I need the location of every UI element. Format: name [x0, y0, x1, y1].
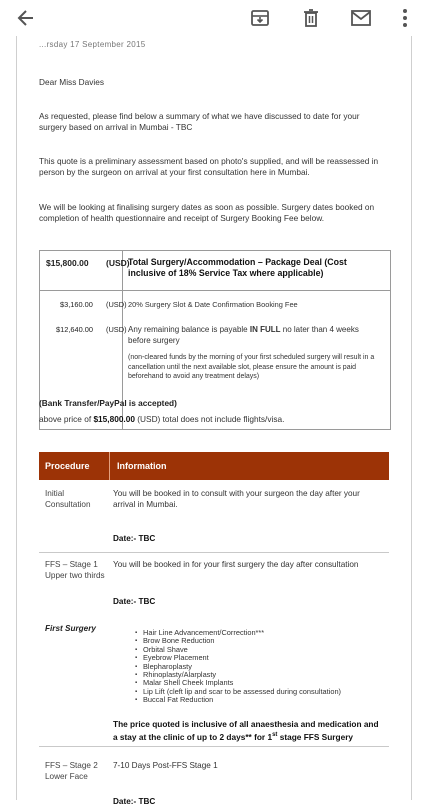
- note-suffix: stage FFS Surgery: [277, 731, 354, 742]
- booking-paragraph: We will be looking at finalising surgery dates as soon as possible. Surgery dates booked on completion of health questionnaire and receipt of Surgery Booking Fee below.: [39, 202, 375, 223]
- list-item: ▪ Buccal Fat Reduction: [135, 696, 341, 704]
- total-currency: (USD): [106, 258, 130, 268]
- trash-icon[interactable]: [299, 6, 323, 30]
- list-item: ▪ Orbital Shave: [135, 646, 341, 654]
- balance-description: [128, 325, 368, 346]
- balance-desc-prefix: Any remaining balance is payable: [128, 325, 248, 334]
- list-item: ▪ Eyebrow Placement: [135, 654, 341, 662]
- price-exclusions: [39, 414, 284, 424]
- row-date: Date:- TBC: [113, 797, 156, 806]
- column-information: Information: [117, 461, 167, 471]
- payment-methods: (Bank Transfer/PayPal is accepted): [39, 398, 177, 408]
- list-item: ▪ Blepharoplasty: [135, 663, 341, 671]
- row-info: 7-10 Days Post-FFS Stage 1: [113, 761, 218, 770]
- pricing-row-divider: [40, 290, 390, 291]
- toolbar: [0, 0, 428, 36]
- procedure-table-header: [39, 452, 389, 480]
- row-divider: [39, 746, 389, 747]
- procedure-list: [135, 629, 341, 705]
- list-item: ▪ Brow Bone Reduction: [135, 637, 341, 645]
- above-amount: $15,800.00: [93, 414, 135, 424]
- deposit-description: 20% Surgery Slot & Date Confirmation Booking Fee: [128, 300, 298, 309]
- total-amount: $15,800.00: [46, 258, 89, 268]
- row-info: You will be booked in to consult with your surgeon the day after your arrival in Mumbai.: [113, 489, 360, 509]
- total-description: Total Surgery/Accommodation – Package Deal (Cost inclusive of 18% Service Tax where applicable): [128, 257, 347, 278]
- inclusion-note: [113, 719, 383, 743]
- balance-amount: $12,640.00: [56, 325, 93, 334]
- deposit-amount: $3,160.00: [60, 300, 93, 309]
- balance-currency: (USD): [106, 325, 127, 334]
- row-info: You will be booked in for your first surgery the day after consultation: [113, 560, 359, 569]
- row-label: First Surgery: [45, 624, 96, 633]
- list-item: ▪ Malar Shell Cheek Implants: [135, 679, 341, 687]
- above-prefix: above price of: [39, 414, 92, 424]
- note-sup: st: [272, 732, 278, 738]
- quote-paragraph: This quote is a preliminary assessment based on photo's supplied, and will be reassessed in person by the surgeon on arrival at your first consultation here in Mumbai.: [39, 156, 379, 177]
- greeting: Dear Miss Davies: [39, 77, 105, 87]
- row-divider: [39, 552, 389, 553]
- archive-icon[interactable]: [248, 6, 272, 30]
- balance-note: (non-cleared funds by the morning of your first scheduled surgery will result in a cancellation until the next available slot, please ensure the amount is paid beforehand to avoid any treatment delays): [128, 354, 375, 381]
- row-label: FFS – Stage 2 Lower Face: [45, 761, 98, 781]
- list-item: ▪ Hair Line Advancement/Correction***: [135, 629, 341, 637]
- row-label: Initial Consultation: [45, 489, 91, 509]
- arrow-left-icon[interactable]: [14, 6, 38, 30]
- intro-paragraph: As requested, please find below a summary of what we have discussed to date for your surgery based on arrival in Mumbai - TBC: [39, 111, 360, 132]
- row-date: Date:- TBC: [113, 534, 156, 543]
- column-procedure: Procedure: [45, 461, 90, 471]
- mail-icon[interactable]: [349, 6, 373, 30]
- row-label: FFS – Stage 1 Upper two thirds: [45, 560, 105, 580]
- header-divider: [109, 452, 110, 480]
- more-vertical-icon[interactable]: [393, 6, 417, 30]
- deposit-currency: (USD): [106, 300, 127, 309]
- row-date: Date:- TBC: [113, 597, 156, 606]
- list-item: ▪ Lip Lift (cleft lip and scar to be assessed during consultation): [135, 688, 341, 696]
- note-prefix: The price quoted is inclusive of all anaesthesia and medication and a stay at the clinic of up to 2 days** for 1: [113, 719, 379, 742]
- letter-date: ...rsday 17 September 2015: [39, 40, 146, 49]
- balance-desc-suffix: no later than 4 weeks before surgery: [128, 325, 359, 345]
- balance-desc-bold: IN FULL: [249, 325, 281, 334]
- above-suffix: (USD) total does not include flights/visa.: [137, 414, 285, 424]
- list-item: ▪ Rhinoplasty/Alarplasty: [135, 671, 341, 679]
- email-document: [16, 36, 412, 806]
